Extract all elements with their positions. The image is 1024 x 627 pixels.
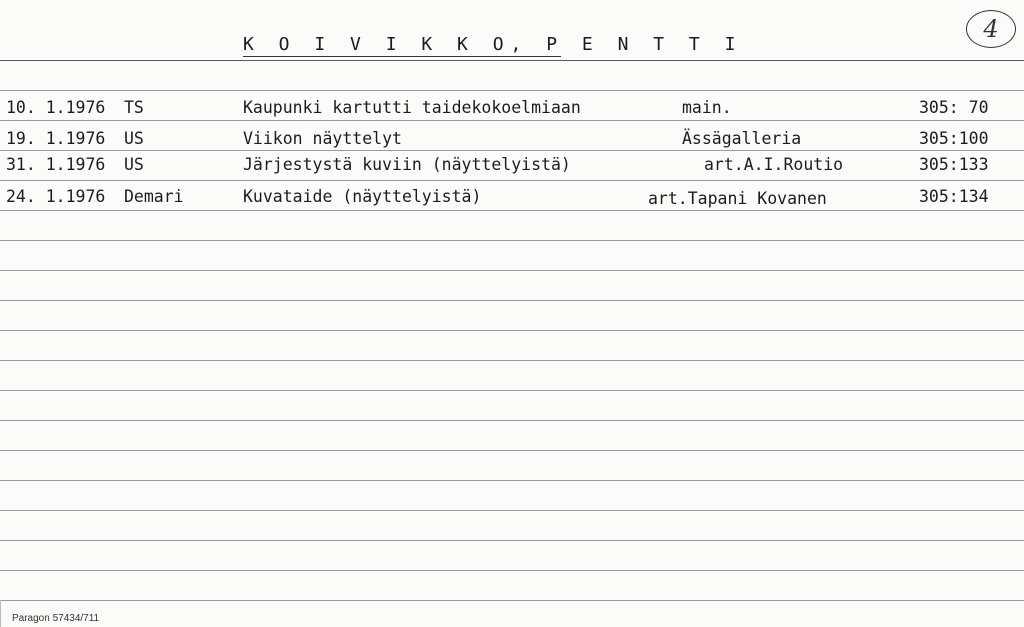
entry-ref: 305:134 — [919, 187, 989, 206]
entry-date: 24. 1.1976 — [6, 187, 106, 206]
rule-line — [0, 60, 1024, 61]
entry-note: main. — [682, 98, 732, 117]
rule-line — [0, 210, 1024, 211]
entry-date: 19. 1.1976 — [6, 129, 106, 148]
rule-line — [0, 300, 1024, 301]
entry-paper: US — [124, 129, 144, 148]
rule-line — [0, 240, 1024, 241]
card-number: 4 — [966, 10, 1016, 48]
rule-line — [0, 600, 1024, 601]
rule-line — [0, 270, 1024, 271]
entry-ref: 305:100 — [919, 129, 989, 148]
entry-date: 31. 1.1976 — [6, 155, 106, 174]
entry-title: Kuvataide (näyttelyistä) — [243, 187, 482, 206]
entry-paper: Demari — [124, 187, 184, 206]
card-title: K O I V I K K O, P E N T T I — [243, 34, 743, 55]
rule-line — [0, 330, 1024, 331]
rule-line — [0, 510, 1024, 511]
entry-ref: 305:133 — [919, 155, 989, 174]
entry-note: art.A.I.Routio — [704, 155, 844, 174]
entry-title: Viikon näyttelyt — [243, 129, 402, 148]
rule-line — [0, 420, 1024, 421]
entry-title: Kaupunki kartutti taidekokoelmiaan — [243, 98, 581, 117]
rule-line — [0, 540, 1024, 541]
rule-line — [0, 450, 1024, 451]
entry-paper: US — [124, 155, 144, 174]
rule-line — [0, 150, 1024, 151]
rule-line — [0, 570, 1024, 571]
entry-paper: TS — [124, 98, 144, 117]
entry-note: Ässägalleria — [682, 129, 802, 148]
rule-line — [0, 360, 1024, 361]
entry-title: Järjestystä kuviin (näyttelyistä) — [243, 155, 571, 174]
rule-line — [0, 390, 1024, 391]
rule-line — [0, 120, 1024, 121]
margin-mark — [0, 600, 1, 627]
rule-line — [0, 480, 1024, 481]
entry-note: art.Tapani Kovanen — [648, 189, 827, 208]
rule-line — [0, 90, 1024, 91]
card-footer: Paragon 57434/711 — [12, 613, 100, 624]
entry-ref: 305: 70 — [919, 98, 989, 117]
entry-date: 10. 1.1976 — [6, 98, 106, 117]
title-underline — [243, 56, 561, 57]
rule-line — [0, 180, 1024, 181]
